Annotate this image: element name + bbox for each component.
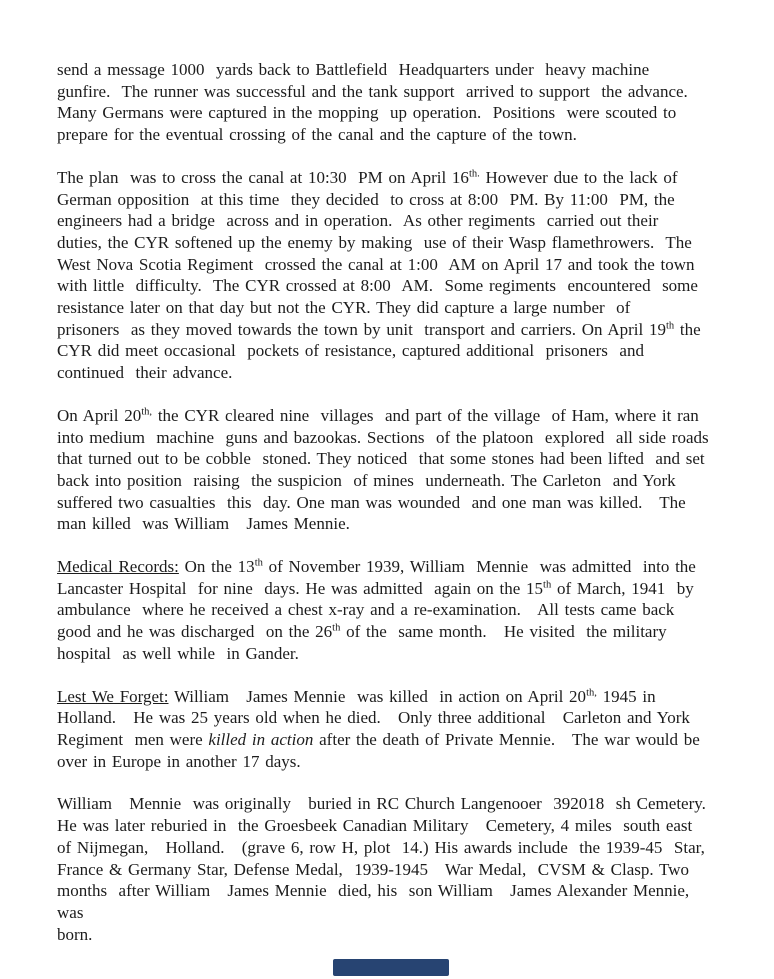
text-run: of the same month. He visited the military bbox=[340, 622, 667, 642]
text-run: hospital as well while in Gander. bbox=[57, 643, 299, 663]
text-run: that turned out to be cobble stoned. They noticed that some stones had been lifted and set bbox=[57, 449, 705, 469]
text-run: continued their advance. bbox=[57, 363, 233, 383]
text-run: duties, the CYR softened up the enemy by making use of their Wasp flamethrowers. The bbox=[57, 232, 692, 252]
text-line bbox=[57, 859, 722, 881]
text-line bbox=[57, 232, 722, 254]
text-run: Lancaster Hospital for nine days. He was admitted again on the 15 bbox=[57, 578, 544, 598]
text-run: the bbox=[674, 319, 701, 339]
text-run: prisoners as they moved towards the town by unit transport and carriers. On April 19 bbox=[57, 319, 666, 339]
text-run: born. bbox=[57, 924, 93, 944]
text-run: West Nova Scotia Regiment crossed the canal at 1:00 AM on April 17 and took the town bbox=[57, 254, 695, 274]
text-run: German opposition at this time they decided to cross at 8:00 PM. By 11:00 PM, the bbox=[57, 189, 675, 209]
text-line bbox=[57, 340, 722, 362]
text-line bbox=[57, 102, 722, 124]
text-line bbox=[57, 319, 722, 341]
text-run: into medium machine guns and bazookas. Sections of the platoon explored all side roads bbox=[57, 427, 709, 447]
horizontal-scrollbar-thumb[interactable] bbox=[333, 959, 449, 976]
text-line bbox=[57, 297, 722, 319]
sup-text-run: th, bbox=[141, 406, 153, 418]
text-line bbox=[57, 556, 722, 578]
text-run: ambulance where he received a chest x-ray and a re-examination. All tests came back bbox=[57, 600, 675, 620]
text-line bbox=[57, 275, 722, 297]
text-run: Regiment men were bbox=[57, 729, 209, 749]
text-line bbox=[57, 81, 722, 103]
sup-text-run: th, bbox=[586, 686, 597, 698]
underline-text-run: Lest We Forget: bbox=[57, 686, 169, 706]
paragraph bbox=[57, 556, 722, 665]
text-line bbox=[57, 643, 722, 665]
paragraph bbox=[57, 405, 722, 535]
text-run: back into position raising the suspicion of mines underneath. The Carleton and York bbox=[57, 470, 676, 490]
text-run: send a message 1000 yards back to Battlefield Headquarters under heavy machine bbox=[57, 60, 650, 79]
text-run: with little difficulty. The CYR crossed at 8:00 AM. Some regiments encountered some bbox=[57, 276, 698, 296]
text-line bbox=[57, 167, 722, 189]
text-line bbox=[57, 189, 722, 211]
sup-text-run: th. bbox=[468, 168, 480, 180]
sup-text-run: th bbox=[665, 320, 675, 332]
text-line bbox=[57, 470, 722, 492]
text-line bbox=[57, 124, 722, 146]
text-run: On April 20 bbox=[57, 405, 142, 425]
paragraph bbox=[57, 167, 722, 384]
text-line bbox=[57, 924, 722, 946]
text-run: Many Germans were captured in the mopping up operation. Positions were scouted to bbox=[57, 103, 677, 123]
text-line bbox=[57, 210, 722, 232]
text-run: the CYR cleared nine villages and part of the village of Ham, where it ran bbox=[152, 405, 699, 425]
text-run: France & Germany Star, Defense Medal, 1939-1945 War Medal, CVSM & Clasp. Two bbox=[57, 859, 690, 879]
text-run: good and he was discharged on the 26 bbox=[57, 622, 333, 642]
text-run: William Mennie was originally buried in RC Church Langenooer 392018 sh Cemetery. bbox=[57, 794, 706, 814]
text-run: William James Mennie was killed in action on April 20 bbox=[168, 686, 587, 706]
text-run: On the 13 bbox=[178, 557, 255, 577]
text-run: suffered two casualties this day. One man was wounded and one man was killed. The bbox=[57, 492, 686, 512]
text-line bbox=[57, 815, 722, 837]
text-run: Holland. He was 25 years old when he died. Only three additional Carleton and York bbox=[57, 708, 690, 728]
text-run: CYR did meet occasional pockets of resistance, captured additional prisoners and bbox=[57, 341, 644, 361]
text-line bbox=[57, 405, 722, 427]
text-run: man killed was William James Mennie. bbox=[57, 514, 350, 534]
underline-text-run: Medical Records: bbox=[57, 557, 179, 577]
text-run: months after William James Mennie died, his son William James Alexander Mennie, was bbox=[57, 881, 701, 922]
text-run: of March, 1941 by bbox=[551, 578, 694, 598]
text-line bbox=[57, 254, 722, 276]
text-line bbox=[57, 880, 722, 923]
sup-text-run: th bbox=[254, 557, 263, 569]
paragraph bbox=[57, 686, 722, 773]
text-line bbox=[57, 599, 722, 621]
text-run: after the death of Private Mennie. The war would be bbox=[313, 729, 700, 749]
text-run: gunfire. The runner was successful and the tank support arrived to support the advance. bbox=[57, 81, 688, 101]
text-line bbox=[57, 729, 722, 751]
text-run: engineers had a bridge across and in operation. As other regiments carried out their bbox=[57, 211, 659, 231]
paragraph bbox=[57, 793, 722, 945]
text-run: He was later reburied in the Groesbeek Canadian Military Cemetery, 4 miles south east bbox=[57, 816, 693, 836]
text-run: of November 1939, William Mennie was admitted into the bbox=[262, 557, 696, 577]
sup-text-run: th bbox=[332, 622, 341, 634]
text-line bbox=[57, 362, 722, 384]
text-line bbox=[57, 621, 722, 643]
text-line bbox=[57, 751, 722, 773]
sup-text-run: th bbox=[543, 579, 552, 591]
text-line bbox=[57, 427, 722, 449]
text-line bbox=[57, 707, 722, 729]
text-run: resistance later on that day but not the CYR. They did capture a large number of bbox=[57, 298, 631, 318]
text-run: over in Europe in another 17 days. bbox=[57, 751, 301, 771]
text-run: of Nijmegan, Holland. (grave 6, row H, plot 14.) His awards include the 1939-45 Star, bbox=[57, 837, 705, 857]
text-run: The plan was to cross the canal at 10:30 PM on April 16 bbox=[57, 167, 469, 187]
text-line bbox=[57, 492, 722, 514]
text-line bbox=[57, 578, 722, 600]
text-line bbox=[57, 513, 722, 535]
text-run: However due to the lack of bbox=[479, 167, 678, 187]
italic-text-run: killed in action bbox=[208, 729, 314, 749]
text-run: prepare for the eventual crossing of the canal and the capture of the town. bbox=[57, 125, 577, 145]
text-line bbox=[57, 448, 722, 470]
text-line bbox=[57, 686, 722, 708]
paragraph bbox=[57, 59, 722, 146]
text-line bbox=[57, 793, 722, 815]
text-run: 1945 in bbox=[596, 686, 656, 706]
text-line bbox=[57, 837, 722, 859]
text-line bbox=[57, 59, 722, 81]
document-body bbox=[57, 59, 722, 966]
